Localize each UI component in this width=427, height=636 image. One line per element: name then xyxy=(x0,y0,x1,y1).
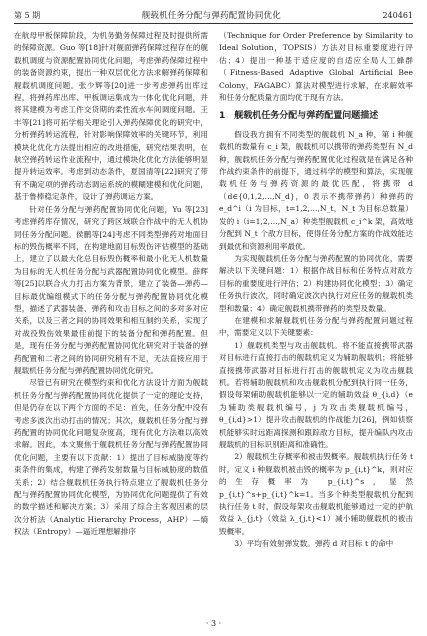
issue-number: 第 5 期 xyxy=(14,10,41,20)
running-header xyxy=(14,8,413,22)
left-column xyxy=(14,30,208,539)
body-paragraph: 在航母甲板保障阶段，为机务勤务保障过程及时提供所需的保障资源。Guo 等[18]针对舰面弹药保障过程存在的舰载机调度与资源配置协同优化问题，考虑弹药保障过程中的装备资源约束，提出一种双层优化方法求解弹药保障和舰载机调度问题。张少辉等[20]进一步考虑弹药出库过程，将弹药库出库、甲板调运集成为一体化优化问题，并将其建模为考虑工件交货期的柔性流水车间调度问题。王丰等[21]将可拓学相关理论引入弹药保障优化的研究中，分析弹药转运流程，针对影响保障效率的关键环节，利用模块化优化方法提出相应的改进措施，研究结果表明，在航空弹药转运作业流程中，通过模块化优化方法能够明显提升转运效率。考虑到动态条件，夏国清等[22]研究了带有不确定项的弹药动态调运系统的模糊建模和优化问题，基于鲁棒稳定条件，设计了弹药调运方案。 xyxy=(14,31,208,202)
article-code: 240461 xyxy=(382,10,413,20)
body-paragraph: 假设我方拥有不同类型的舰载机 N_a 种，第 i 种舰载机的数量有 c_i 架，舰载机可以携带的弹药类型有 N_d 种，舰载机任务分配与弹药配置优化过程就是在满足各种作战约束条件的前提下，通过科学的模型和算法，实现舰载机任务与弹药资源的最优匹配，将携带 d（d∈{0,1,2,…,N_d}，0 表示不携带弹药）种弹药的 e_d^i（i 为目标，t=1,2,…,N_t，N_t 为目标总数量）发的 i（i=1,2,…,N_a）种类型舰载机 c_i^k 架，高效地分配到 N_t 个敌方目标，使得任务分配方案的作战效能达到最优和资源利用率最优。 xyxy=(219,129,413,251)
body-paragraph: 1）舰载机类型与攻击舰载机。将不能直接携带武器对目标进行直接打击的舰载机定义为辅助舰载机；将能够直接携带武器对目标进行打击的舰载机定义为攻击舰载机。若将辅助舰载机和攻击舰载机分配到执行同一任务，假设每架辅助舰载机能够以一定的辅助效益 θ_{i,d}（e 为辅助类舰载机编号，j 为攻击类舰载机编号，θ_{i,d}>1）提升攻击舰载机的作战能力[26]，例如侦察机能够实时远距离探测和跟踪敌方目标，提升编队内攻击舰载机的目标识别距离和准确性。 xyxy=(219,340,413,449)
header-rule xyxy=(14,23,413,24)
body-paragraph: 2）舰载机生存概率和被击毁概率。舰载机执行任务 t 时，定义 i 种舰载机被击毁的概率为 p_{i,t}^k，则对应的生存概率为 p_{i,t}^s，显然 p_{i,t}^s+p_{i,t}^k=1。当多个种类型舰载机分配到执行任务 t 时，假设每架攻击舰载机能够通过一定的护航效益 λ_{j,t}（效益 λ_{j,t}<1）减小辅助舰载机的被击毁概率。 xyxy=(219,452,413,536)
body-paragraph: 在建模和求解舰载机任务分配与弹药配置问题过程中，需要定义以下关键要素： xyxy=(219,315,413,338)
body-paragraph: 3）平均有效射弹发数。弹药 d 对目标 t 的命中 xyxy=(234,539,394,549)
section-heading: 1 舰载机任务分配与弹药配置问题描述 xyxy=(219,111,379,122)
body-paragraph: 尽管已有研究在模型约束和优化方法设计方面为舰载机任务分配与弹药配置协同优化提供了一定的理论支持，但是仍存在以下两个方面的不足：首先，任务分配中没有考虑多波次出动打击的情况；其次，舰载机任务分配与弹药配置的协同优化问题复杂度高，现有优化方法难以高效求解。因此，本文聚焦于舰载机任务分配与弹药配置协同优化问题，主要有以下贡献：1）提出了目标威胁度等约束条件的集成，构建了弹药发射数量与目标威胁度的数值关系；2）结合舰载机任务执行特点建立了舰载机任务分配与弹药配置协同优化模型，为协同优化问题提供了有效的数学描述和解决方案；3）采用了综合主客观因素的层次分析法（Analytic Hierarchy Process，AHP）—熵权法（Entropy）—逼近理想解排序 xyxy=(14,378,208,537)
journal-running-title: 舰载机任务分配与弹药配置协同优化 xyxy=(141,11,281,21)
page-number: · 3 · xyxy=(205,619,222,628)
right-column xyxy=(219,30,413,551)
body-paragraph: 针对任务分配与弹药配置协同优化问题，Yu 等[23]考虑弹药库存情况，研究了跨区域联合作战中的无人机协同任务分配问题。侯鹏等[24]考虑不同类型弹药对地面目标的毁伤概率不同，在构建地面目标毁伤评估模型的基础上，建立了以最大化总目标毁伤概率和最小化无人机数量为目标的无人机任务分配与武器配置协同优化模型。薛辉等[25]以联合火力打击方案为背景，建立了装备—弹药—目标最优编组模式下的任务分配与弹药配置协同优化模型，描述了武器装备、弹药和攻击目标之间的多对多对应关系，以及三者之间的协同效果和相互制约关系，实现了对战役毁伤效果最佳前提下的装备分配和弹药配置。但是，现有任务分配与弹药配置协同优化研究对于装备的弹药配置和二者之间的协同研究稍有不足，无法直接应用于舰载机任务分配与弹药配置协同优化研究。 xyxy=(14,204,208,375)
body-paragraph: 为实现舰载机任务分配与弹药配置的协同优化，需要解决以下关键问题：1）根据作战目标和任务特点对敌方目标的重要度进行评估；2）构建协同优化模型；3）确定任务执行波次，同时确定波次内执行对应任务的舰载机类型和数量；4）确定舰载机携带弹药的类型及数量。 xyxy=(219,253,413,313)
body-paragraph: （Technique for Order Preference by Similarity to Ideal Solution，TOPSIS）方法对目标重要度进行评估；4）提出一种基于适应度的自适应全局人工蜂群（Fitness-Based Adaptive Global Artificial Bee Colony，FAGABC）算法对模型进行求解，在求解效率和任务分配质量方面均优于现有方法。 xyxy=(219,31,413,103)
